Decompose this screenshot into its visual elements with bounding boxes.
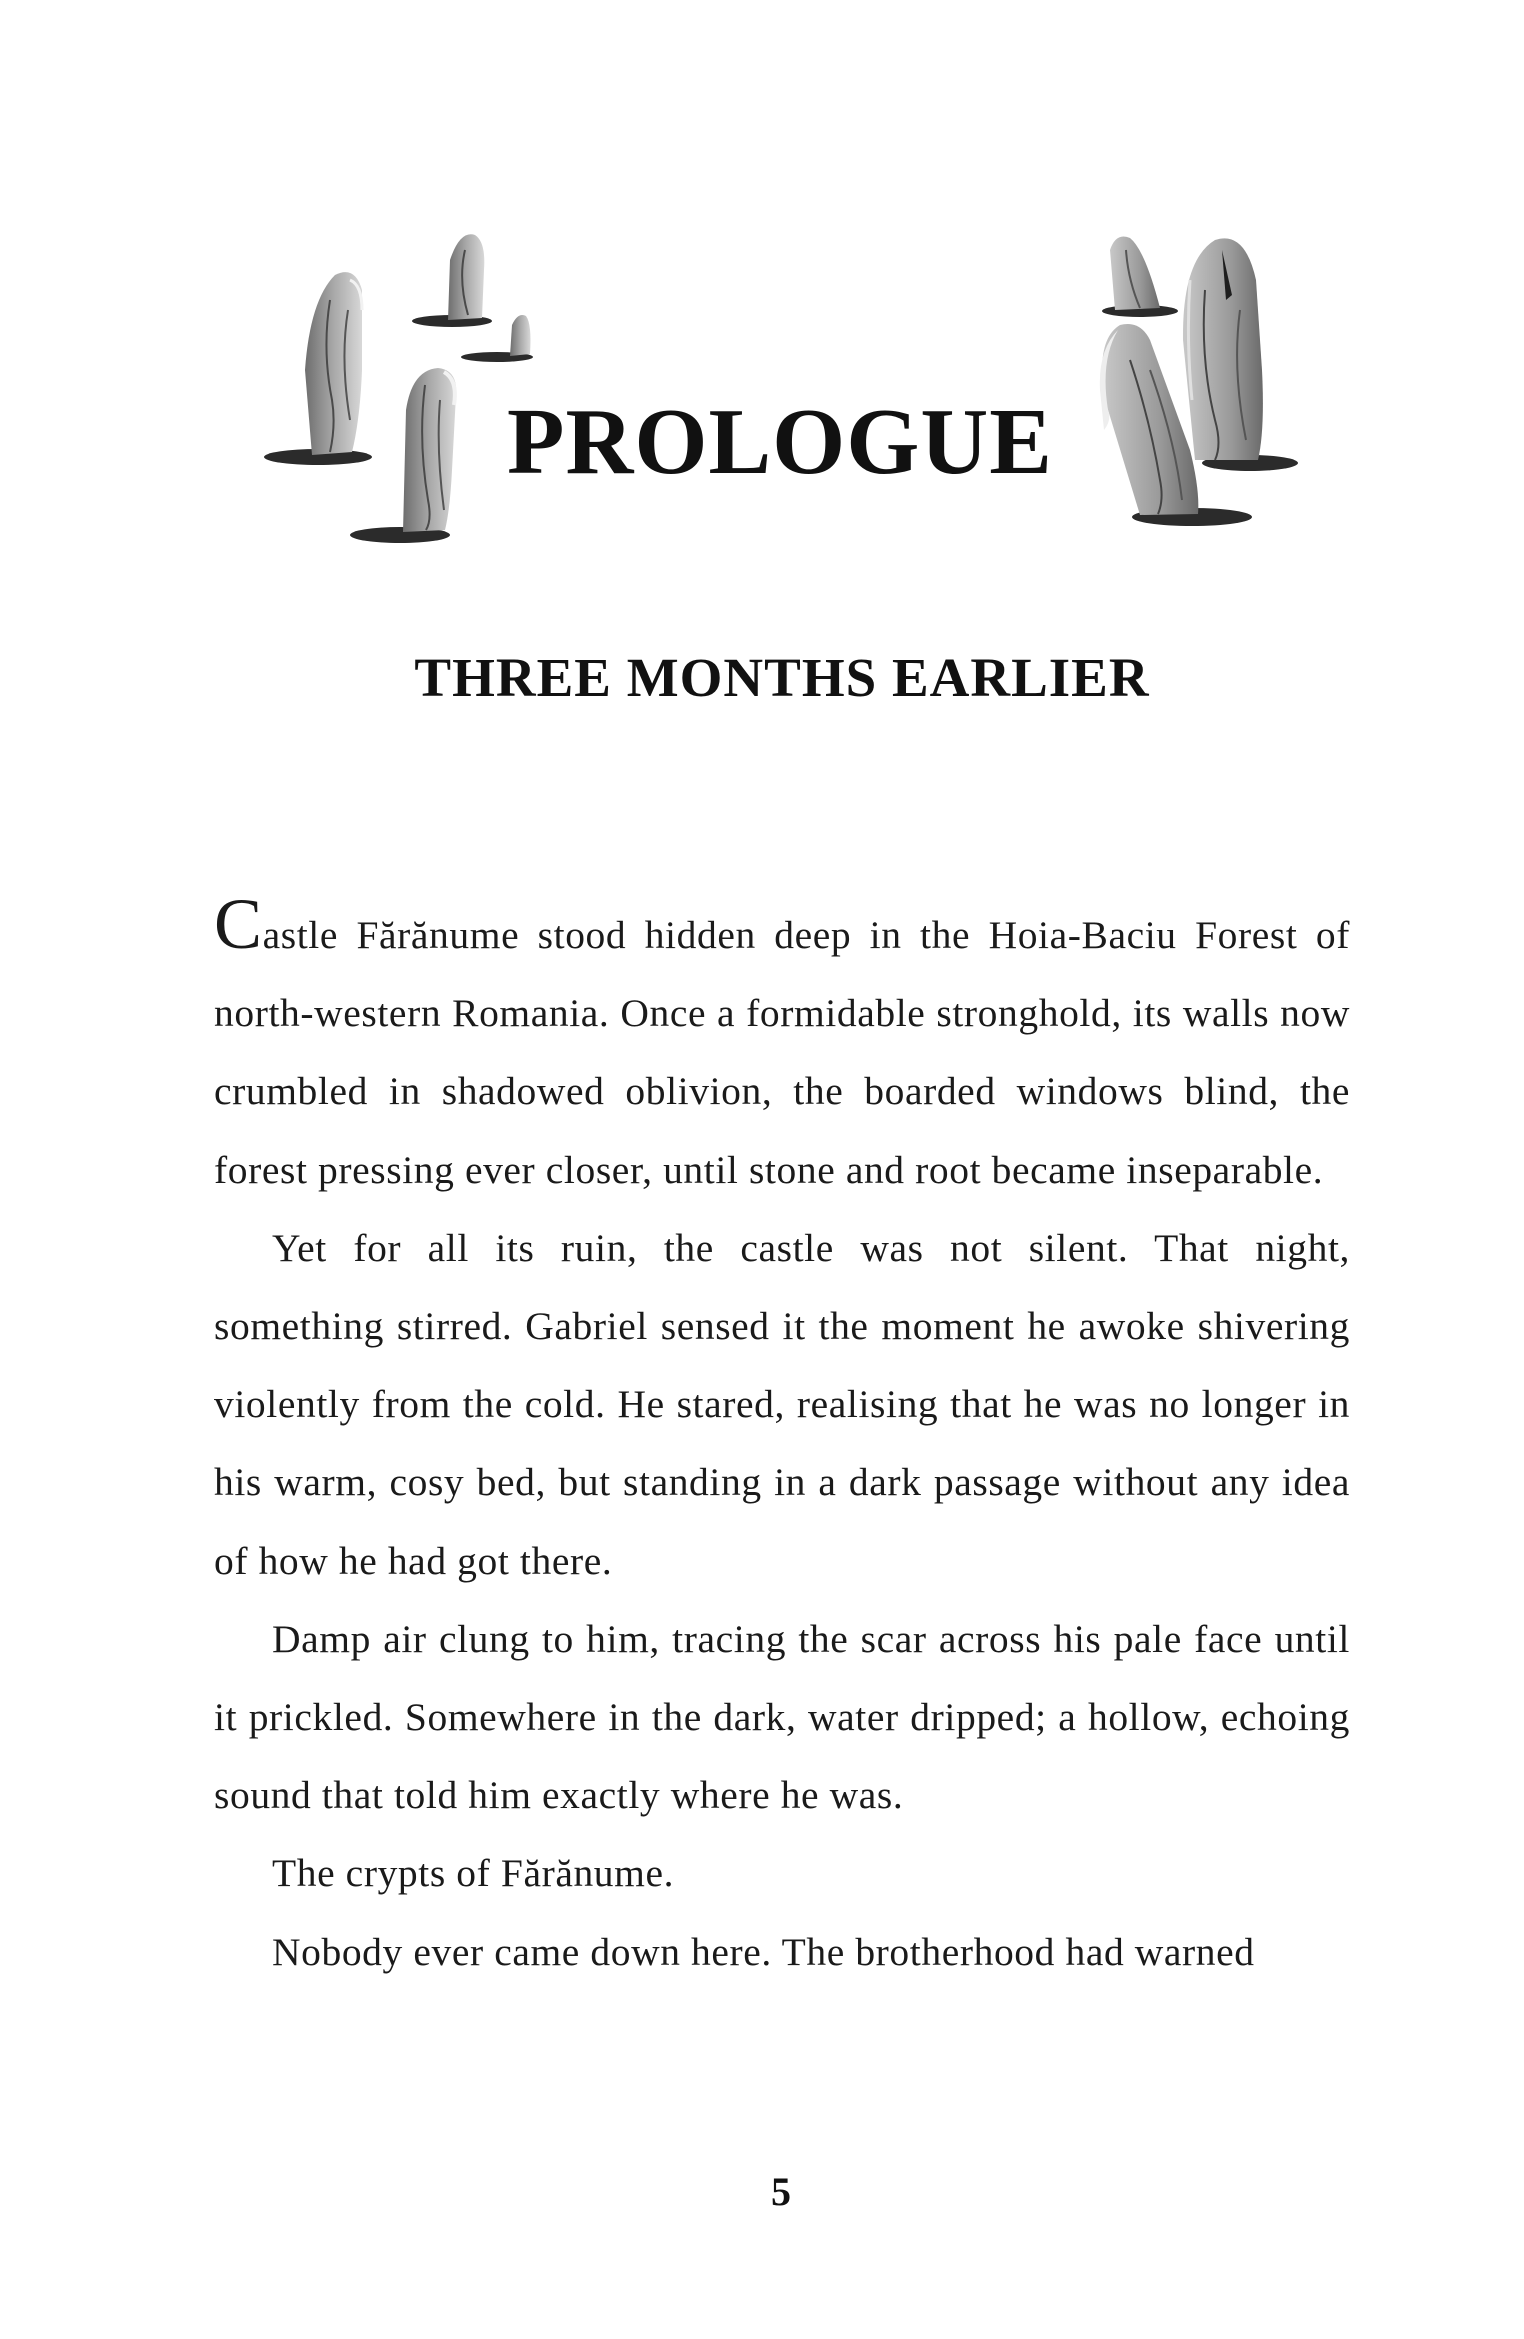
paragraph-4: The crypts of Fărănume. — [272, 1851, 675, 1896]
paragraph-3: Damp air clung to him, tracing the scar across his pale face until it prickled. Somewhere in the dark, water dripped; a hollow, echoing sound that told him exactly where he was. — [214, 1616, 1350, 1818]
body-text — [214, 884, 1350, 1991]
stone-left-back — [412, 234, 492, 327]
paragraph-1-text: astle Fărănume stood hidden deep in the Hoia-Baciu Forest of north-western Romania. Once a formidable stronghold, its walls now crumbled in shadowed oblivion, the boarded windows blind, the forest pressing ever closer, until stone and root became inseparable. — [214, 913, 1350, 1192]
chapter-title: PROLOGUE — [507, 390, 1053, 494]
paragraph-5: Nobody ever came down here. The brotherhood had warned — [272, 1929, 1255, 1974]
chapter-subtitle: THREE MONTHS EARLIER — [414, 647, 1150, 708]
paragraph-1 — [214, 884, 1350, 1209]
page-number: 5 — [771, 2169, 791, 2214]
paragraph-2: Yet for all its ruin, the castle was not silent. That night, something stirred. Gabriel sensed it the moment he awoke shivering violently from the cold. He stared, realising that he was no longer in his warm, cosy bed, but standing in a dark passage without any idea of how he had got there. — [214, 1225, 1350, 1583]
stone-right-back — [1102, 237, 1178, 318]
drop-cap: C — [214, 884, 263, 964]
